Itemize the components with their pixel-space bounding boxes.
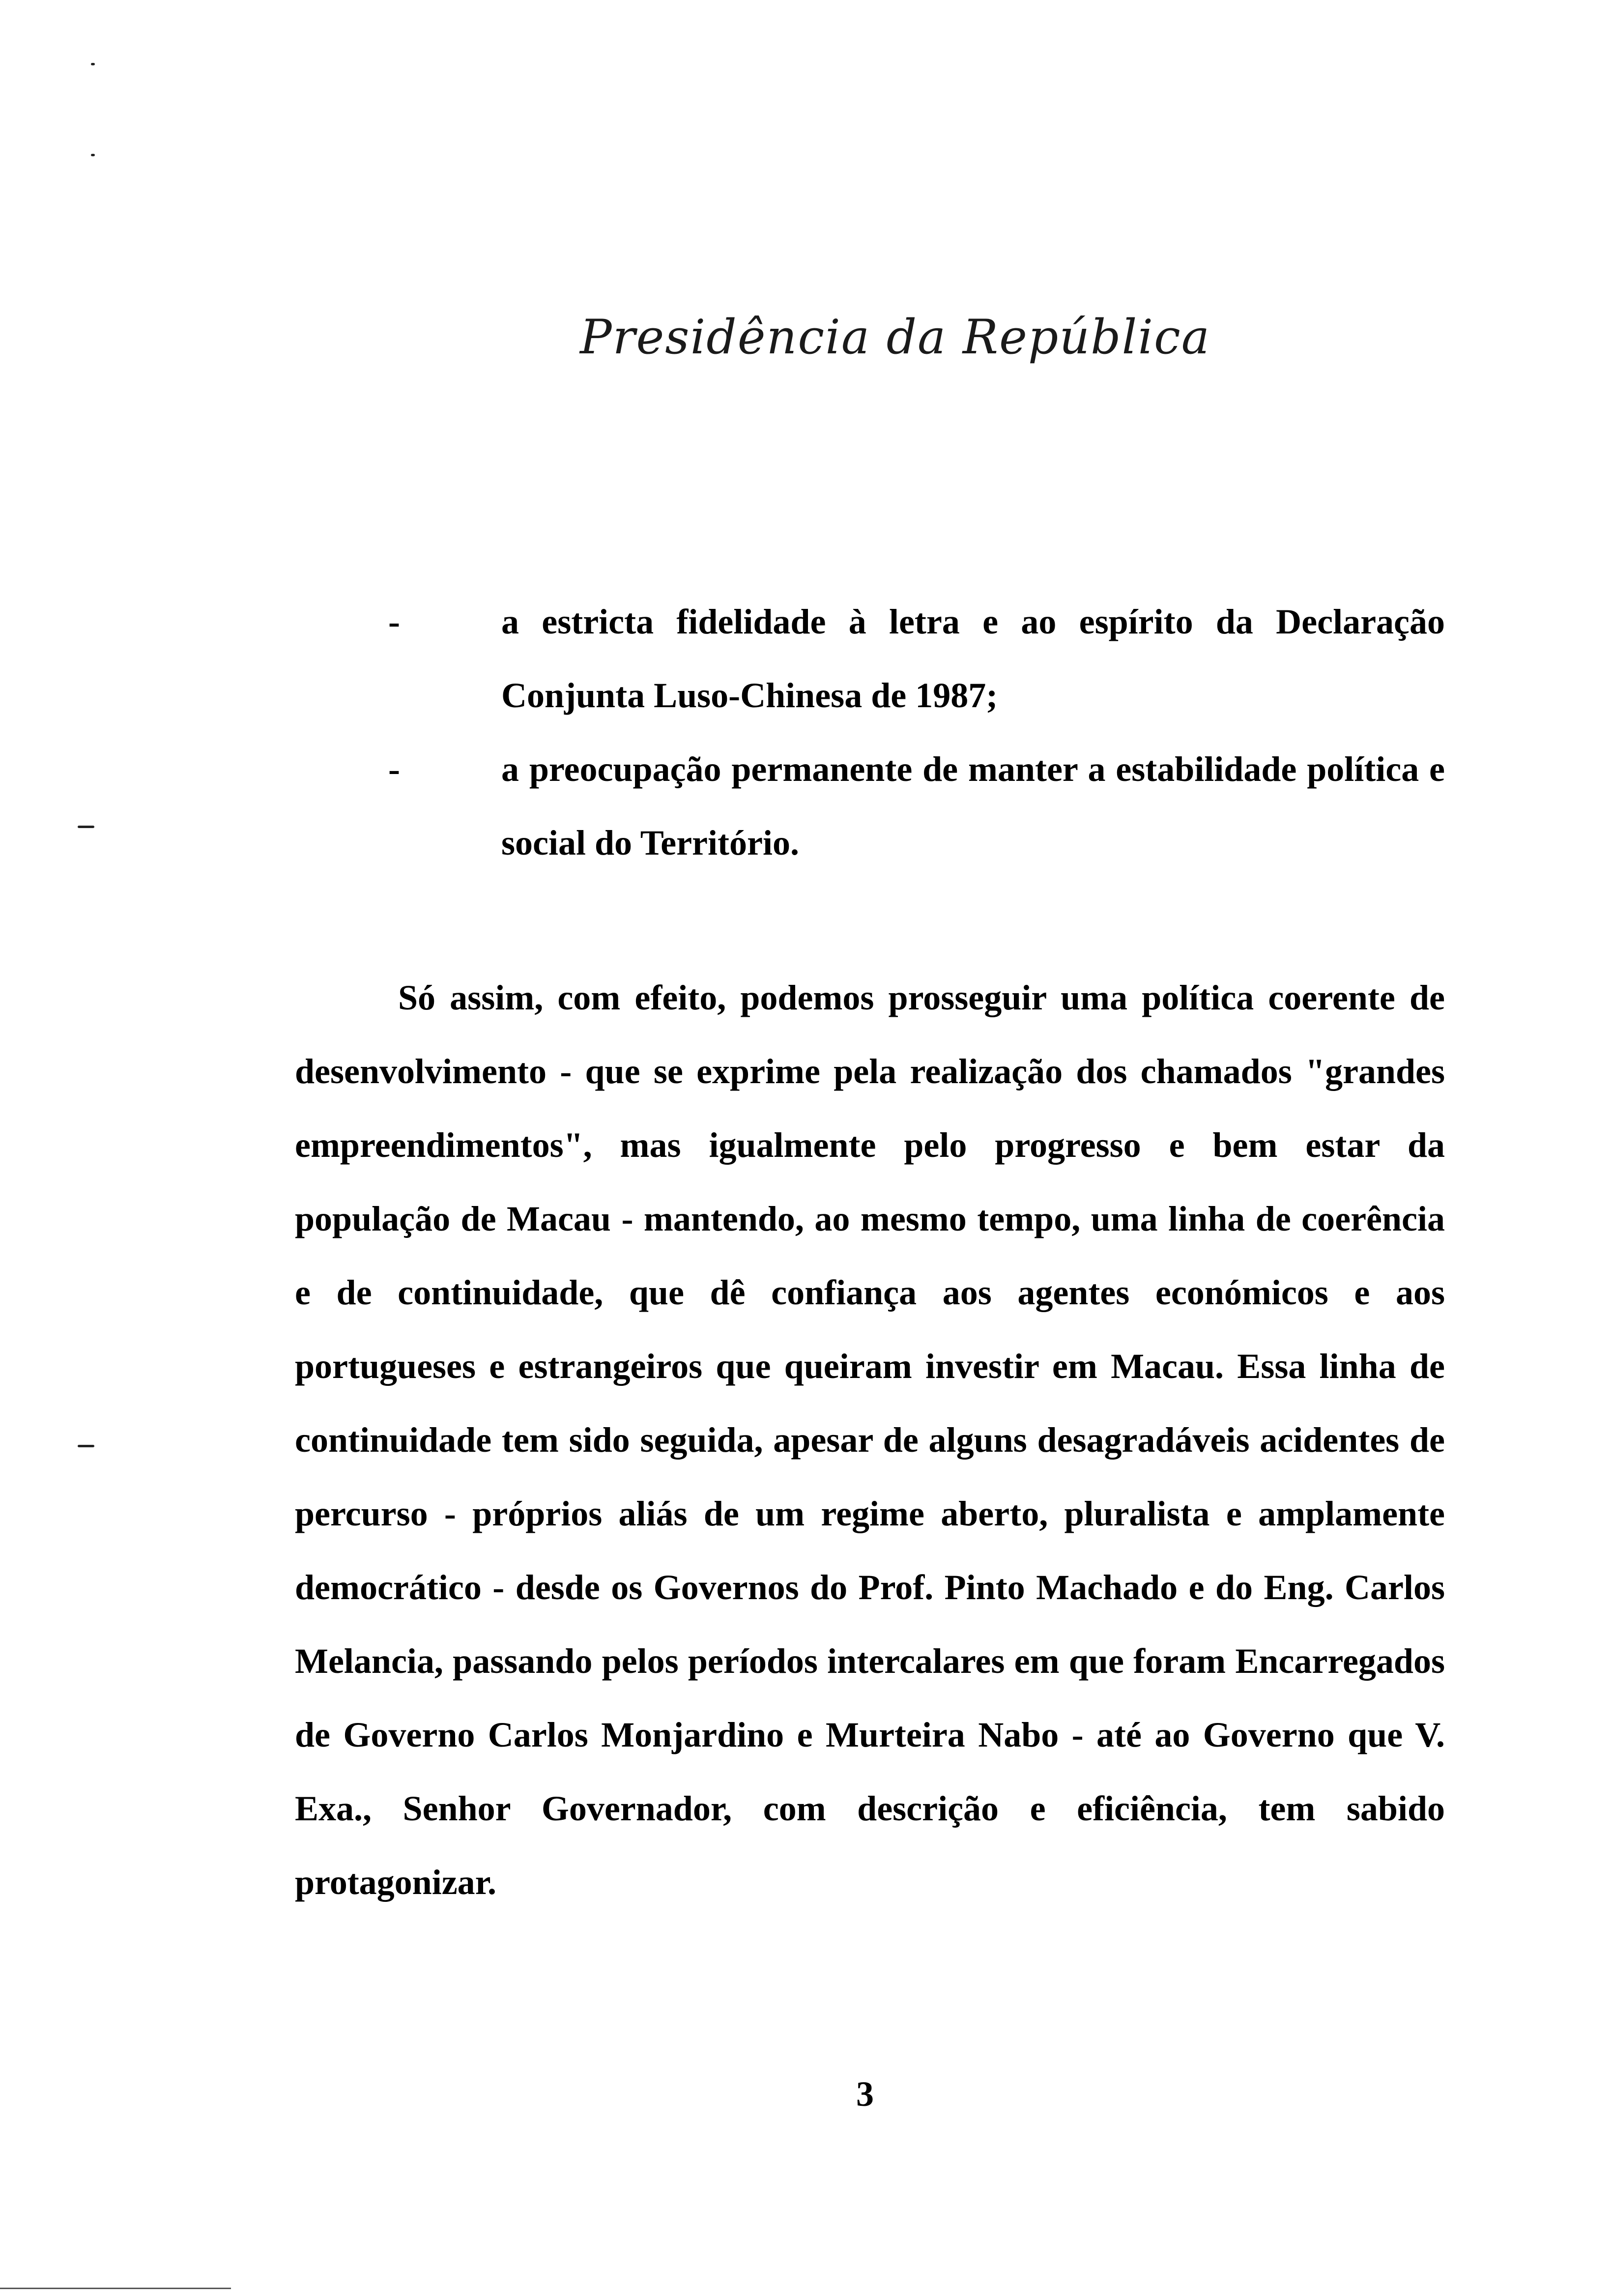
margin-mark	[91, 63, 95, 65]
letterhead-title: Presidência da República	[580, 310, 1211, 365]
bullet-dash: -	[388, 602, 400, 641]
margin-mark	[91, 154, 95, 156]
margin-mark	[78, 826, 94, 828]
bullet-list	[388, 585, 1445, 880]
bullet-dash: -	[388, 749, 400, 789]
bullet-text: a preocupação permanente de manter a estabilidade política e social do Território.	[501, 749, 1445, 862]
body-paragraph: Só assim, com efeito, podemos prosseguir uma política coerente de desenvolvimento - que se exprime pela realização dos chamados "grandes empreendimentos", mas igualmente pelo progresso e bem estar da população de Macau - mantendo, ao mesmo tempo, uma linha de coerência e de continuidade, que dê confiança aos agentes económicos e aos portugueses e estrangeiros que queiram investir em Macau. Essa linha de continuidade tem sido seguida, apesar de alguns desagradáveis acidentes de percurso - próprios aliás de um regime aberto, pluralista e amplamente democrático - desde os Governos do Prof. Pinto Machado e do Eng. Carlos Melancia, passando pelos períodos intercalares em que foram Encarregados de Governo Carlos Monjardino e Murteira Nabo - até ao Governo que V. Exa., Senhor Governador, com descrição e eficiência, tem sabido protagonizar.	[295, 978, 1445, 1902]
scan-edge-line	[0, 2288, 231, 2289]
bullet-item	[388, 732, 1445, 880]
bullet-text: a estricta fidelidade à letra e ao espírito da Declaração Conjunta Luso-Chinesa de 1987;	[501, 602, 1445, 715]
bullet-item	[388, 585, 1445, 732]
page-number: 3	[856, 2074, 874, 2114]
margin-mark	[78, 1445, 94, 1447]
